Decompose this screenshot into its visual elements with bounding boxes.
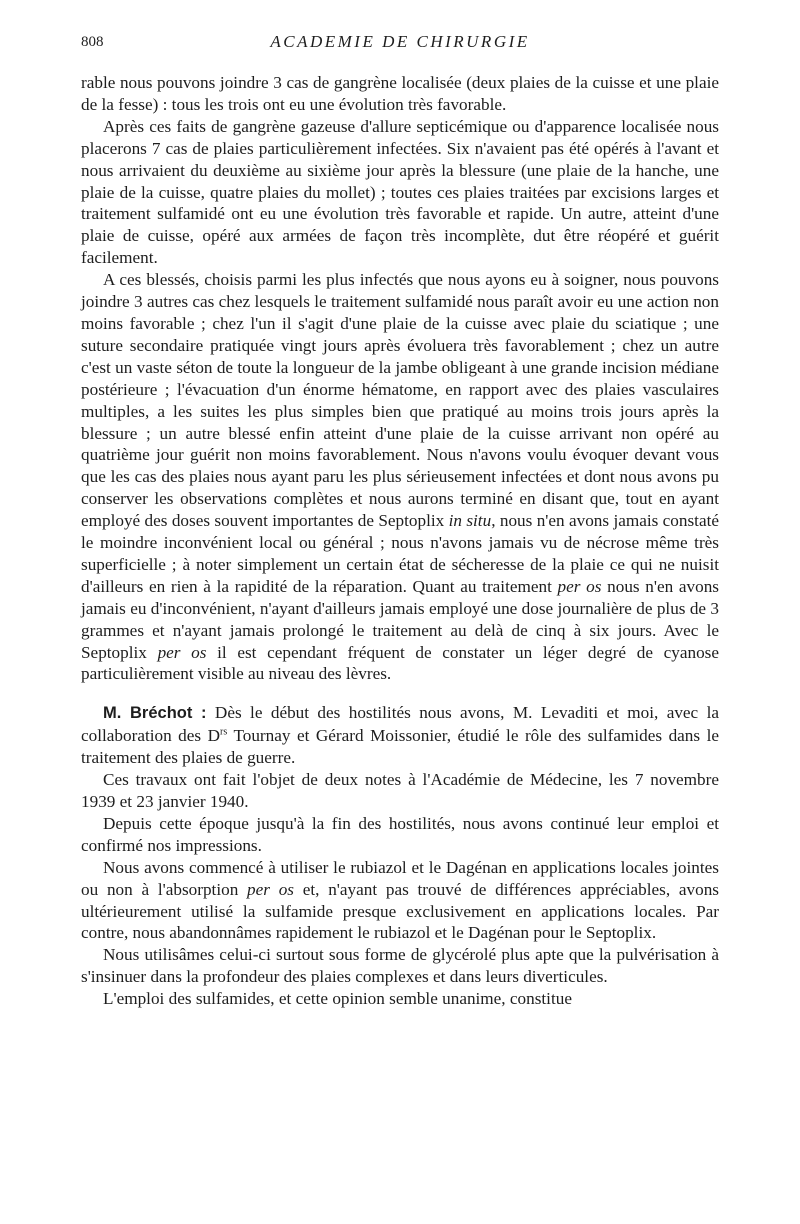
italic-term: per os bbox=[157, 642, 207, 662]
text-run: il est cependant fréquent de constater un léger degré de cyanose particulièrement visible au niveau des lèvres. bbox=[81, 642, 719, 684]
page-number: 808 bbox=[81, 34, 104, 50]
text-run: A ces blessés, choisis parmi les plus infectés que nous ayons eu à soigner, nous pouvons joindre 3 autres cas chez lesquels le traitement sulfamidé nous paraît avoir eu une action non moins favorable ; chez l'un il s'agit d'une plaie de la cuisse avec plaie du sciatique ; une suture secondaire pratiquée vingt jours après évoluera très favorablement ; chez un autre c'est un vaste séton de toute la longueur de la jambe obligeant à une grande incision médiane postérieure ; l'évacuation d'un énorme hématome, en rapport avec des plaies vasculaires multiples, a les suites les plus simples bien que pratiqué au moins trois jours après la blessure ; un autre blessé enfin atteint d'une plaie de la cuisse arrivant non opéré au quatrième jour guérit non moins favorablement. Nous n'avons voulu évoquer devant vous que les cas des plaies nous ayant paru les plus sérieusement infectées et dont nous avons pu conserver les observations complètes et nous aurons terminé en disant que, tout en ayant employé des doses souvent importantes de Septoplix bbox=[81, 270, 719, 531]
page-header bbox=[81, 30, 719, 56]
paragraph-8: Nous utilisâmes celui-ci surtout sous forme de glycérolé plus apte que la pulvérisation à s'insinuer dans la profondeur des plaies complexes et dans leurs diverticules. bbox=[81, 945, 719, 987]
text-run: et, n'ayant pas trouvé de différences appréciables, avons ultérieurement utilisé la sulfamide presque exclusivement en applications locales. Par contre, nous abandonnâmes rapidement le rubiazol et le Dagénan pour le Septoplix. bbox=[81, 879, 719, 943]
text-run: nous n'en avons jamais eu d'inconvénient, n'ayant d'ailleurs jamais employé une dose journalière de plus de 3 grammes et n'ayant jamais prolongé le traitement au delà de cinq à six jours. Avec le Septoplix bbox=[81, 576, 719, 662]
paragraph-1: rable nous pouvons joindre 3 cas de gangrène localisée (deux plaies de la cuisse et une plaie de la fesse) : tous les trois ont eu une évolution très favorable. bbox=[81, 73, 719, 114]
running-head: ACADEMIE DE CHIRURGIE bbox=[270, 32, 530, 51]
body-text bbox=[81, 72, 719, 1010]
text-run: Nous avons commencé à utiliser le rubiazol et le Dagénan en applications locales jointes ou non à l'absorption bbox=[81, 857, 719, 899]
text-run: Dès le début des hostilités nous avons, M. Levaditi et moi, avec la collaboration des D bbox=[81, 703, 719, 746]
speaker-name: M. Bréchot : bbox=[103, 704, 207, 723]
paragraph-2: Après ces faits de gangrène gazeuse d'allure septicémique ou d'apparence localisée nous placerons 7 cas de plaies particulièrement infectées. Six n'avaient pas été opérés à l'avant et nous arrivaient du deuxième au sixième jour après la blessure (une plaie de la hanche, une plaie de la cuisse, quatre plaies du mollet) ; toutes ces plaies traitées par excisions larges et traitement sulfamidé ont eu une évolution très favorable et rapide. Un autre, atteint d'une plaie de cuisse, opéré aux armées de façon très incomplète, dut être réopéré et guérit facilement. bbox=[81, 116, 719, 268]
paragraph-4 bbox=[81, 702, 719, 769]
paragraph-6: Depuis cette époque jusqu'à la fin des hostilités, nous avons continué leur emploi et confirmé nos impressions. bbox=[81, 813, 719, 855]
paragraph-5: Ces travaux ont fait l'objet de deux notes à l'Académie de Médecine, les 7 novembre 1939 et 23 janvier 1940. bbox=[81, 770, 719, 811]
paragraph-3 bbox=[81, 269, 719, 685]
superscript: rs bbox=[220, 726, 228, 738]
text-run: Tournay et Gérard Moissonier, étudié le rôle des sulfamides dans le traitement des plaies de guerre. bbox=[81, 726, 719, 768]
text-run: , nous n'en avons jamais constaté le moindre inconvénient local ou général ; nous n'avons jamais vu de nécrose même très superficielle ; à noter simplement un certain état de sécheresse de la plaie ce qui ne nuisit d'ailleurs en rien à la rapidité de la réparation. Quant au traitement bbox=[81, 511, 719, 596]
italic-term: per os bbox=[247, 879, 294, 899]
paragraph-9: L'emploi des sulfamides, et cette opinion semble unanime, constitue bbox=[103, 989, 572, 1009]
italic-term: per os bbox=[557, 576, 602, 596]
italic-term: in situ bbox=[448, 511, 492, 531]
paragraph-7 bbox=[81, 857, 719, 945]
